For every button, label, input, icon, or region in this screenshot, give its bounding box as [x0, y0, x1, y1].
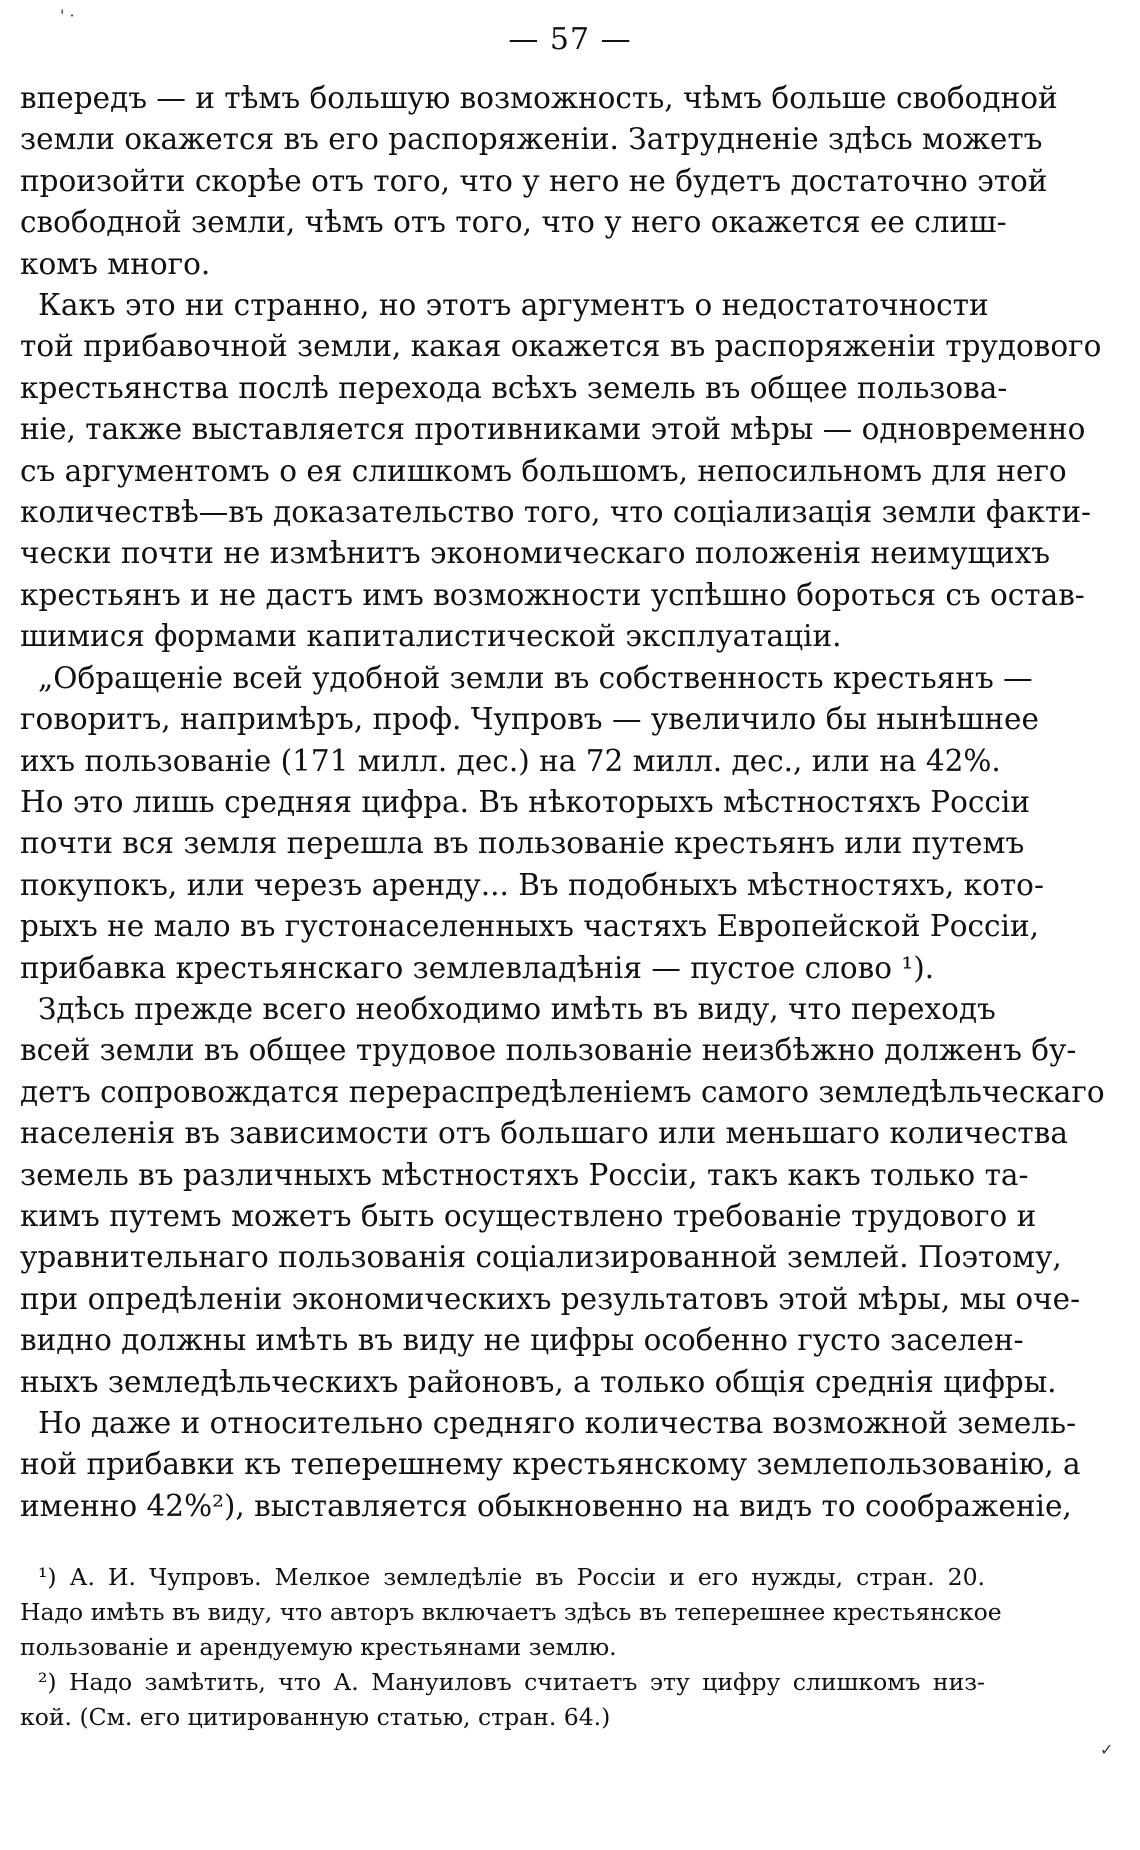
text-line: Какъ это ни странно, но этотъ аргументъ о недостаточности	[38, 288, 989, 323]
text-line: ихъ пользованіе (171 милл. дес.) на 72 милл. дес., или на 42%.	[20, 743, 1001, 778]
text-line: покупокъ, или черезъ аренду... Въ подобныхъ мѣстностяхъ, кото-	[20, 867, 1044, 902]
print-speck-mark: ' ·	[60, 6, 75, 25]
text-line: Но даже и относительно средняго количества возможной земель-	[38, 1406, 1077, 1440]
text-line: при опредѣленіи экономическихъ результатовъ этой мѣры, мы оче-	[20, 1281, 1081, 1316]
text-line: населенія въ зависимости отъ большаго или меньшаго количества	[20, 1116, 1068, 1151]
text-line: почти вся земля перешла въ пользованіе крестьянъ или путемъ	[20, 826, 1025, 861]
text-line: „Обращеніе всей удобной земли въ собственность крестьянъ —	[38, 660, 1033, 695]
text-line: именно 42%²), выставляется обыкновенно на видъ то соображеніе,	[20, 1488, 1072, 1523]
text-line: крестьянъ и не дастъ имъ возможности успѣшно бороться съ остав-	[20, 577, 1085, 612]
text-line: детъ сопровождатся перераспредѣленіемъ самого земледѣльческаго	[20, 1074, 1105, 1109]
footnote-line: кой. (См. его цитированную статью, стран. 64.)	[20, 1703, 611, 1731]
text-line: ной прибавки къ теперешнему крестьянскому землепользованію, а	[20, 1447, 1081, 1482]
text-line: всей земли въ общее трудовое пользованіе неизбѣжно долженъ бу-	[20, 1033, 1077, 1068]
text-line: чески почти не измѣнитъ экономическаго положенія неимущихъ	[20, 536, 1051, 571]
text-line: земель въ различныхъ мѣстностяхъ Россіи, такъ какъ только та-	[20, 1157, 1029, 1192]
text-line: впередъ — и тѣмъ большую возможность, чѣмъ больше свободной	[20, 81, 1058, 115]
text-line: съ аргументомъ о ея слишкомъ большомъ, непосильномъ для него	[20, 453, 1067, 488]
text-line: говоритъ, напримѣръ, проф. Чупровъ — увеличило бы нынѣшнее	[20, 702, 1039, 737]
text-line: земли окажется въ его распоряженіи. Затрудненіе здѣсь можетъ	[20, 122, 1043, 157]
footnote-line: пользованіе и арендуемую крестьянами землю.	[20, 1633, 617, 1661]
page-number: — 57 —	[508, 22, 632, 57]
text-line: свободной земли, чѣмъ отъ того, что у него окажется ее слиш-	[20, 205, 1007, 240]
text-line: той прибавочной земли, какая окажется въ распоряженіи трудового	[20, 329, 1102, 364]
text-line: рыхъ не мало въ густонаселенныхъ частяхъ Европейской Россіи,	[20, 909, 1040, 944]
text-line: ніе, также выставляется противниками этой мѣры — одновременно	[20, 412, 1086, 447]
text-line: прибавка крестьянскаго землевладѣнія — пустое слово ¹).	[20, 950, 935, 985]
text-line: Но это лишь средняя цифра. Въ нѣкоторыхъ мѣстностяхъ Россіи	[20, 784, 1031, 819]
text-line: комъ много.	[20, 246, 211, 281]
text-line: крестьянства послѣ перехода всѣхъ земель въ общее пользова-	[20, 370, 1008, 405]
text-line: шимися формами капиталистической эксплуатаціи.	[20, 619, 842, 654]
text-line: уравнительнаго пользованія соціализированной землей. Поэтому,	[20, 1240, 1062, 1275]
footnotes	[20, 1560, 1002, 1735]
text-line: кимъ путемъ можетъ быть осуществлено требованіе трудового и	[20, 1198, 1037, 1233]
print-speck-mark: ✓	[1100, 1740, 1114, 1759]
text-line: видно должны имѣть въ виду не цифры особенно густо заселен-	[20, 1323, 1024, 1358]
text-line: Здѣсь прежде всего необходимо имѣть въ виду, что переходъ	[38, 991, 996, 1026]
body-text	[20, 78, 1105, 1527]
footnote-line: ²) Надо замѣтить, что А. Мануиловъ считаетъ эту цифру слишкомъ низ-	[38, 1668, 985, 1696]
text-line: произойти скорѣе отъ того, что у него не будетъ достаточно этой	[20, 163, 1048, 198]
text-line: ныхъ земледѣльческихъ районовъ, а только общія среднія цифры.	[20, 1364, 1057, 1399]
text-line: количествѣ—въ доказательство того, что соціализація земли факти-	[20, 495, 1091, 530]
footnote-line: Надо имѣть въ виду, что авторъ включаетъ здѣсь въ теперешнее крестьянское	[20, 1598, 1002, 1626]
footnote-line: ¹) А. И. Чупровъ. Мелкое земледѣліе въ Россіи и его нужды, стран. 20.	[38, 1563, 985, 1591]
